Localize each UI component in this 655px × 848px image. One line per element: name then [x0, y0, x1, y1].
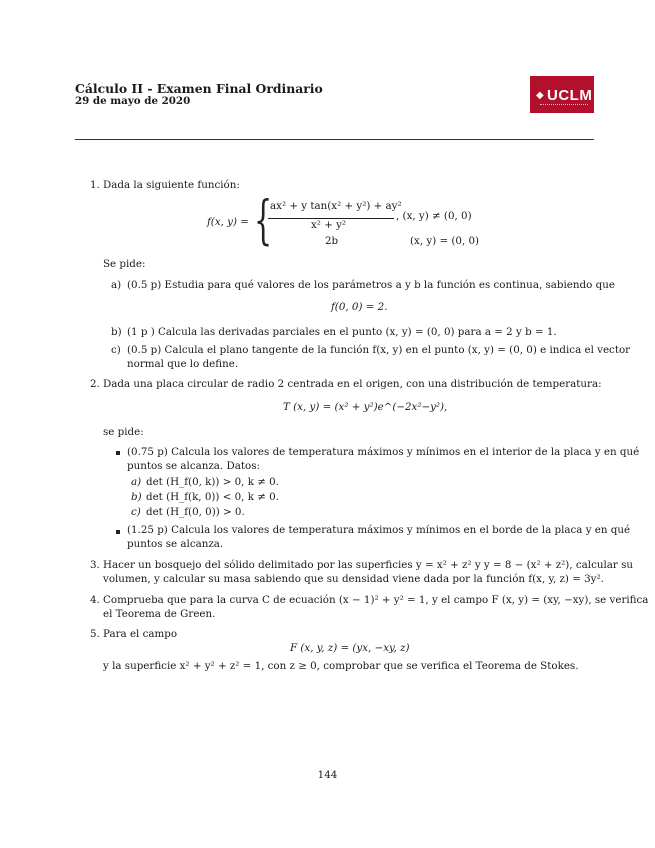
exam-date: 29 de mayo de 2020 — [75, 95, 191, 107]
problem-4-line1: Comprueba que para la curva C de ecuación (x − 1)² + y² = 1, y el campo F (x, y) = (xy, −xy), se verifica — [103, 594, 649, 606]
item-c-label: c) — [111, 344, 121, 356]
problem-4-line2: el Teorema de Green. — [103, 608, 216, 620]
problem-2-intro: Dada una placa circular de radio 2 centrada en el origen, con una distribución de temperatura: — [103, 378, 602, 390]
field-equation: F (x, y, z) = (yx, −xy, z) — [290, 642, 410, 654]
datum-a-label: a) — [131, 476, 142, 488]
item-c-text-line2: normal que lo define. — [127, 358, 239, 370]
logo-subline — [540, 104, 588, 107]
exam-title: Cálculo II - Examen Final Ordinario — [75, 81, 323, 96]
problem-1-se-pide: Se pide: — [103, 258, 146, 270]
problem-3-line2: volumen, y calcular su masa sabiendo que su densidad viene dada por la función f(x, y, z) = 3y². — [103, 573, 604, 585]
datum-b-text: det (H_f(k, 0)) < 0, k ≠ 0. — [146, 491, 279, 503]
item-a-label: a) — [111, 279, 122, 291]
item-b-label: b) — [111, 326, 122, 338]
logo-text: UCLM — [547, 87, 593, 104]
problem-1-number: 1. — [90, 179, 100, 191]
item-c-text-line1: (0.5 p) Calcula el plano tangente de la función f(x, y) en el punto (x, y) = (0, 0) e indica el vector — [127, 344, 631, 356]
case2-value: 2b — [325, 235, 339, 247]
datum-c-label: c) — [131, 506, 141, 518]
problem-2-number: 2. — [90, 378, 100, 390]
datum-c-text: det (H_f(0, 0)) > 0. — [146, 506, 245, 518]
problem-2-se-pide: se pide: — [103, 426, 144, 438]
uclm-logo — [530, 76, 594, 113]
problem-1-intro: Dada la siguiente función: — [103, 179, 240, 191]
case1-numerator: ax² + y tan(x² + y²) + ay² — [270, 200, 402, 212]
problem-5-line1: Para el campo — [103, 628, 178, 640]
case1-denominator: x² + y² — [311, 219, 347, 231]
datum-b-label: b) — [131, 491, 142, 503]
bullet-1-line2: puntos se alcanza. Datos: — [127, 460, 260, 472]
item-a-equation: f(0, 0) = 2. — [331, 301, 388, 313]
case1-condition: , (x, y) ≠ (0, 0) — [396, 210, 472, 222]
page-number: 144 — [317, 769, 338, 781]
item-b-text: (1 p ) Calcula las derivadas parciales en el punto (x, y) = (0, 0) para a = 2 y b = 1. — [127, 326, 557, 338]
header-divider — [75, 139, 594, 140]
piecewise-brace: { — [254, 191, 273, 251]
piecewise-lhs: f(x, y) = — [207, 216, 249, 228]
datum-a-text: det (H_f(0, k)) > 0, k ≠ 0. — [146, 476, 279, 488]
problem-3-line1: Hacer un bosquejo del sólido delimitado por las superficies y = x² + z² y y = 8 − (x² + z²), calcular su — [103, 559, 634, 571]
problem-5-line2: y la superficie x² + y² + z² = 1, con z ≥ 0, comprobar que se verifica el Teorema de Stokes. — [103, 660, 579, 672]
bullet-1-line1: (0.75 p) Calcula los valores de temperatura máximos y mínimos en el interior de la placa y en qué — [127, 446, 640, 458]
logo-mark-icon: ◆ — [536, 90, 544, 101]
bullet-2-line1: (1.25 p) Calcula los valores de temperatura máximos y mínimos en el borde de la placa y en qué — [127, 524, 631, 536]
bullet-1-icon — [116, 451, 120, 455]
problem-3-number: 3. — [90, 559, 100, 571]
case2-condition: (x, y) = (0, 0) — [410, 235, 480, 247]
bullet-2-icon — [116, 530, 120, 534]
problem-5-number: 5. — [90, 628, 100, 640]
item-a-text: (0.5 p) Estudia para qué valores de los parámetros a y b la función es continua, sabiendo que — [127, 279, 615, 291]
temperature-equation: T (x, y) = (x² + y²)e^(−2x²−y²), — [283, 401, 448, 413]
problem-4-number: 4. — [90, 594, 100, 606]
bullet-2-line2: puntos se alcanza. — [127, 538, 224, 550]
